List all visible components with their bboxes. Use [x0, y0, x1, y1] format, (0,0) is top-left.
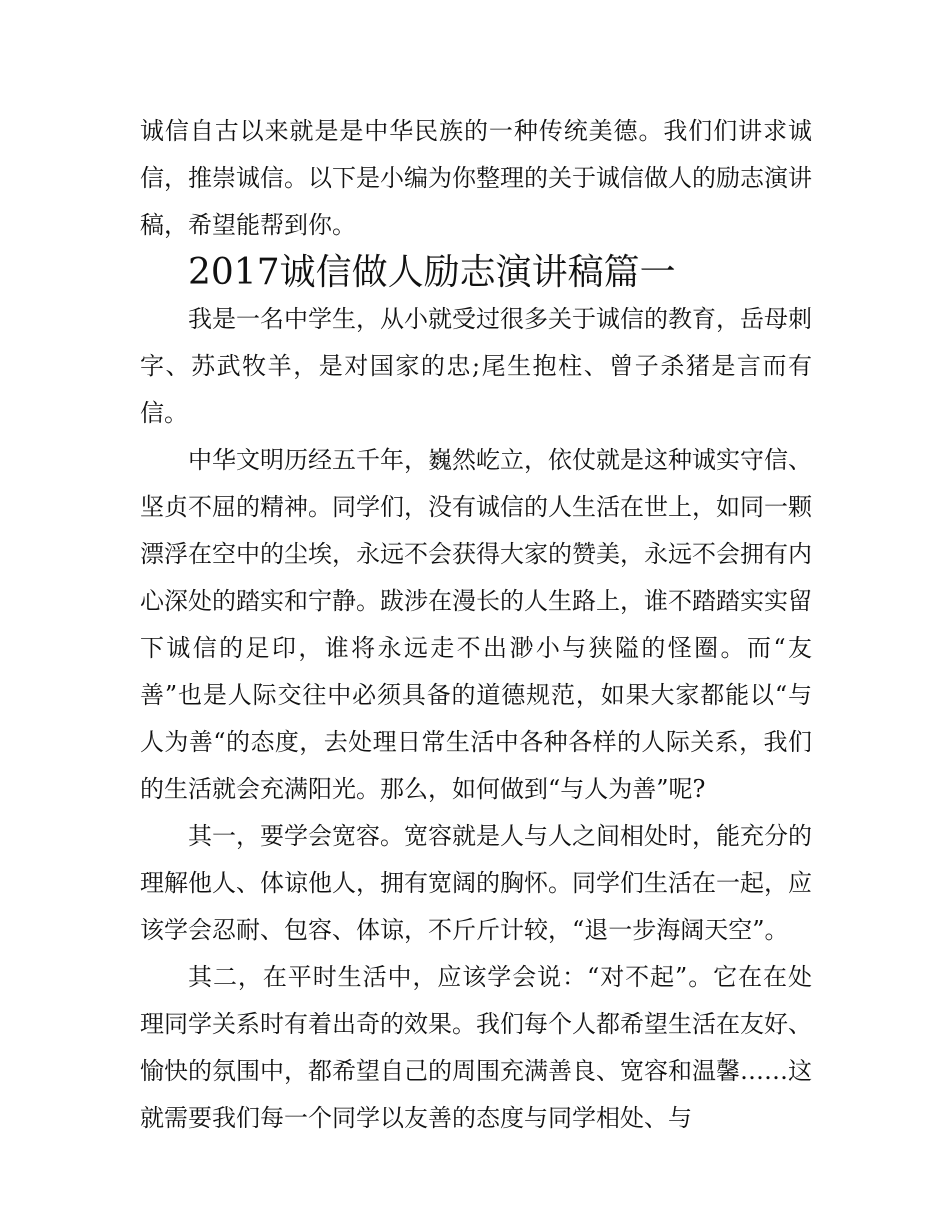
body-paragraph-4: 其二，在平时生活中，应该学会说：“对不起”。它在在处理同学关系时有着出奇的效果。我们每个人都希望生活在友好、愉快的氛围中，都希望自己的周围充满善良、宽容和温馨……这就需要我们每一个同学以友善的态度与同学相处、与	[140, 963, 812, 1132]
intro-paragraph: 诚信自古以来就是是中华民族的一种传统美德。我们们讲求诚信，推崇诚信。以下是小编为你整理的关于诚信做人的励志演讲稿，希望能帮到你。	[140, 117, 812, 239]
body-paragraph-2: 中华文明历经五千年，巍然屹立，依仗就是这种诚实守信、坚贞不屈的精神。同学们，没有诚信的人生活在世上，如同一颗漂浮在空中的尘埃，永远不会获得大家的赞美，永远不会拥有内心深处的踏实和宁静。跋涉在漫长的人生路上，谁不踏踏实实留下诚信的足印，谁将永远走不出渺小与狭隘的怪圈。而“友善”也是人际交往中必须具备的道德规范，如果大家都能以“与人为善“的态度，去处理日常生活中各种各样的人际关系，我们的生活就会充满阳光。那么，如何做到“与人为善”呢?	[140, 446, 812, 803]
document-page	[140, 108, 812, 1142]
section-title: 2017诚信做人励志演讲稿篇一	[188, 252, 676, 293]
body-paragraph-3: 其一，要学会宽容。宽容就是人与人之间相处时，能充分的理解他人、体谅他人，拥有宽阔的胸怀。同学们生活在一起，应该学会忍耐、包容、体谅，不斤斤计较，“退一步海阔天空”。	[140, 822, 812, 944]
body-paragraph-1: 我是一名中学生，从小就受过很多关于诚信的教育，岳母刺字、苏武牧羊，是对国家的忠;尾生抱柱、曾子杀猪是言而有信。	[140, 305, 812, 427]
